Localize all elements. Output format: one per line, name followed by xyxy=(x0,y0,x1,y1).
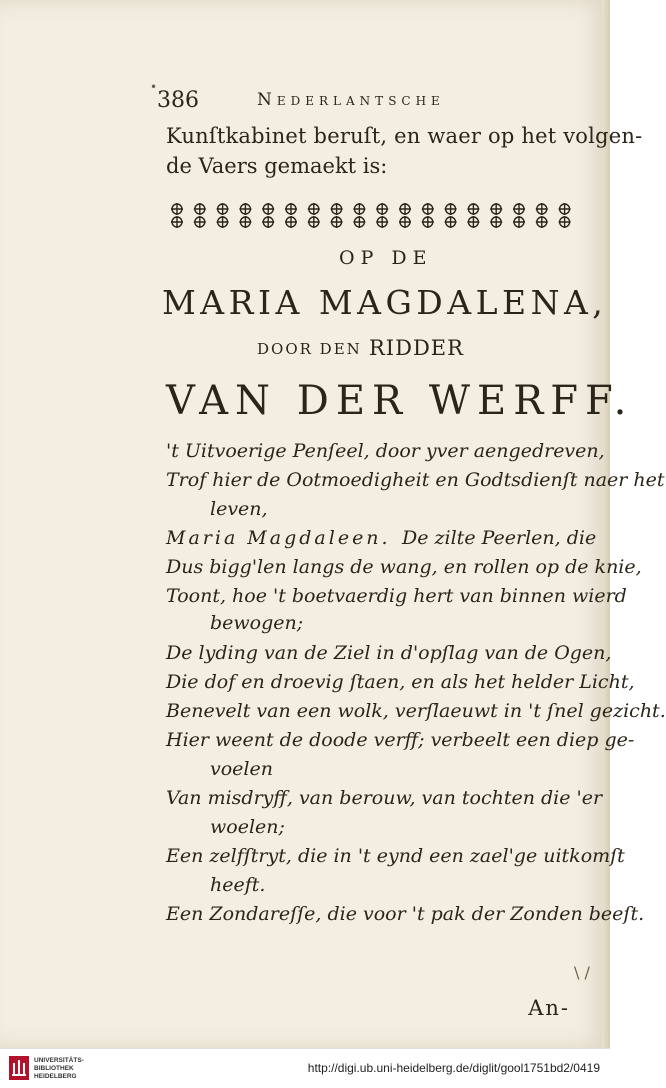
ornament-cross xyxy=(490,203,502,215)
poem-line: De zilte Peerlen, die xyxy=(402,527,597,549)
ornament-cross xyxy=(422,216,434,228)
poem-line: woelen; xyxy=(210,816,285,838)
ornament-cross xyxy=(331,216,343,228)
ornament-cross xyxy=(308,203,320,215)
ornament-cross xyxy=(308,216,320,228)
ornament-cross xyxy=(559,216,571,228)
poem-line: heeft. xyxy=(210,874,266,896)
poem-line: voelen xyxy=(210,758,273,780)
ornament-cross xyxy=(376,203,388,215)
ornament-cross xyxy=(490,216,502,228)
ornament-cross xyxy=(536,216,548,228)
poem-line: Toont, hoe 't boetvaerdig hert van binnen wierd xyxy=(166,585,627,607)
poem-line: Dus bigg'len langs de wang, en rollen op de knie, xyxy=(166,556,642,578)
ornament-cross xyxy=(285,203,297,215)
ornament-cross xyxy=(376,216,388,228)
ornament-cross xyxy=(171,203,183,215)
poem-line: leven, xyxy=(210,498,268,520)
ornament-cross xyxy=(399,203,411,215)
ornament-cross xyxy=(445,216,457,228)
poem-line: Trof hier de Ootmoedigheit en Godtsdienſt naer het xyxy=(166,469,665,491)
ornament-cross xyxy=(353,216,365,228)
title-van-der-werff: VAN DER WERFF. xyxy=(166,378,634,424)
ornament-cross xyxy=(467,203,479,215)
poem-line: 't Uitvoerige Penſeel, door yver aengedreven, xyxy=(166,440,605,462)
ornament-cross xyxy=(262,216,274,228)
poem-line: Hier weent de doode verff; verbeelt een diep ge- xyxy=(166,729,635,751)
intro-line-2: de Vaers gemaekt is: xyxy=(166,154,388,178)
poem-line: Een zelfſtryt, die in 't eynd een zael'ge uitkomſt xyxy=(166,845,625,867)
ornament-cross xyxy=(217,203,229,215)
poem-line: Die dof en droevig ſtaen, en als het helder Licht, xyxy=(166,671,635,693)
margin-mark: \ / xyxy=(574,963,590,982)
library-logo-icon xyxy=(8,1055,30,1081)
ornament-cross xyxy=(399,216,411,228)
ornament-cross xyxy=(194,203,206,215)
ornament-cross xyxy=(513,203,525,215)
library-name-line: BIBLIOTHEK xyxy=(34,1065,74,1072)
poem-line: Maria Magdaleen. xyxy=(166,527,391,549)
poem-line: De lyding van de Ziel in d'opſlag van de Ogen, xyxy=(166,642,612,664)
title-ridder: RIDDER xyxy=(369,336,464,360)
page-edge-shadow xyxy=(602,0,610,1048)
ornament-cross xyxy=(217,216,229,228)
ornament-cross xyxy=(171,216,183,228)
ornament-cross xyxy=(353,203,365,215)
poem-line: bewogen; xyxy=(210,612,304,634)
footer-bar xyxy=(0,1048,610,1088)
ornament-cross xyxy=(445,203,457,215)
ornament-cross xyxy=(513,216,525,228)
running-head: Nederlantsche xyxy=(257,90,445,110)
library-name-line: UNIVERSITÄTS- xyxy=(34,1057,84,1064)
ornament-cross xyxy=(422,203,434,215)
poem-line: Een Zondareſſe, die voor 't pak der Zonden beeſt. xyxy=(166,903,645,925)
poem-line: Van misdryff, van berouw, van tochten die 'er xyxy=(166,787,603,809)
ornament-cross xyxy=(239,216,251,228)
decorative-ornament-band xyxy=(166,203,576,229)
ornament-cross xyxy=(467,216,479,228)
title-door-den: DOOR DEN xyxy=(257,340,362,358)
ornament-cross xyxy=(285,216,297,228)
ornament-cross xyxy=(331,203,343,215)
library-name-line: HEIDELBERG xyxy=(34,1073,77,1080)
intro-line-1: Kunſtkabinet beruſt, en waer op het volgen- xyxy=(166,124,643,148)
title-op-de: OP DE xyxy=(339,247,433,269)
poem-line: Benevelt van een wolk, verſlaeuwt in 't ſnel gezicht. xyxy=(166,700,666,722)
library-name xyxy=(34,1057,84,1081)
page-number: 386 xyxy=(157,88,199,113)
ornament-cross xyxy=(239,203,251,215)
ornament-cross xyxy=(262,203,274,215)
ornament-cross xyxy=(194,216,206,228)
title-maria-magdalena: MARIA MAGDALENA, xyxy=(162,283,608,322)
source-url[interactable]: http://digi.ub.uni-heidelberg.de/diglit/gool1751bd2/0419 xyxy=(307,1061,600,1075)
ornament-cross xyxy=(536,203,548,215)
ornament-cross xyxy=(559,203,571,215)
ink-speck: • xyxy=(150,80,158,94)
catchword: An- xyxy=(528,996,570,1020)
